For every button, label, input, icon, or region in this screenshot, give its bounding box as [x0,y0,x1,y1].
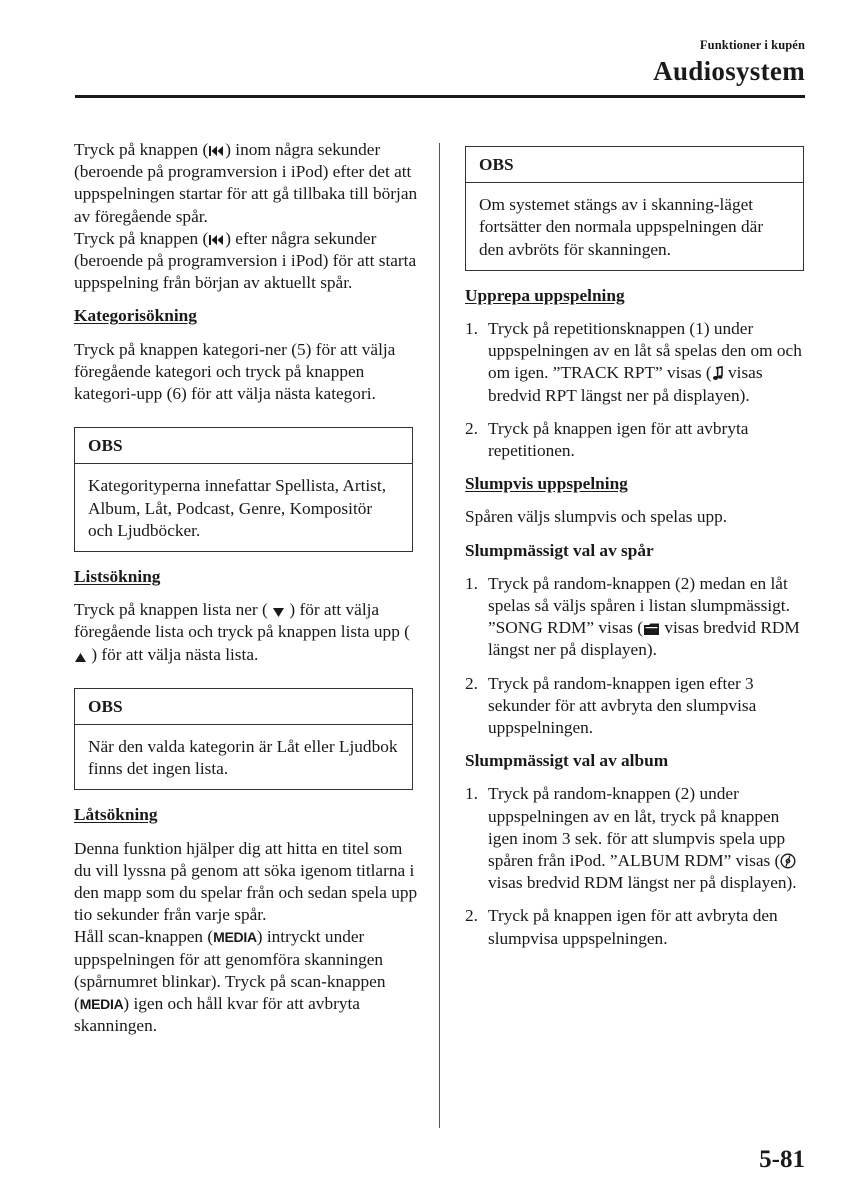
paragraph-song-search: Denna funktion hjälper dig att hitta en titel som du vill lyssna på genom att söka igenom titlarna i den mapp som du spelar från och sedan spela upp tio sekunder från varje spår. [74,838,418,925]
section-label: Funktioner i kupén [699,38,805,52]
triangle-up-icon [74,651,87,663]
track-back-icon [208,233,225,247]
note-box-kategori [74,427,413,552]
right-column [465,146,810,950]
paragraph-list: Tryck på knappen lista ner ( ) för att välja föregående lista och tryck på knappen lista upp ( ) för att välja nästa lista. [74,600,410,664]
list-item: 1. Tryck på random-knappen (2) under uppspelningen av en låt, tryck på knappen igen inom 3 sek. för att slumpvis spela upp spåren från iPod. ”ALBUM RDM” visas ( visas bredvid RDM längst ner på displayen). [465,784,797,893]
heading-listsokning: Listsökning [74,567,161,587]
triangle-down-icon [272,606,285,618]
paragraph-restart-track: Tryck på knappen ( ) efter några sekunder (beroende på programversion i iPod) för att starta uppspelning från början av aktuellt spår. [74,228,417,293]
note-title: OBS [466,147,803,183]
list-item: 2. Tryck på knappen igen för att avbryta den slumpvisa uppspelningen. [465,906,778,948]
paragraph-kategori: Tryck på knappen kategori-ner (5) för att välja föregående kategori och tryck på knappen kategori-upp (6) för att välja nästa kategori. [74,339,396,404]
track-back-icon [208,144,225,158]
list-item: 2. Tryck på knappen igen för att avbryta repetitionen. [465,418,749,461]
note-title: OBS [75,428,412,464]
note-box-scan [465,146,804,271]
note-body: Kategorityperna innefattar Spellista, Artist, Album, Låt, Podcast, Genre, Kompositör och Ljudböcker. [88,476,387,540]
subheading-random-track: Slumpmässigt val av spår [465,540,654,560]
note-box-list [74,688,413,791]
disc-icon [780,853,796,869]
heading-kategorisokning: Kategorisökning [74,306,197,326]
repeat-steps [465,318,810,462]
list-item: 1. Tryck på repetitionsknappen (1) under uppspelningen av en låt så spelas den om och om igen. ”TRACK RPT” visas ( visas bredvid RPT längst ner på displayen). [465,319,802,405]
header-rule [75,95,805,98]
paragraph-prev-track: Tryck på knappen ( ) inom några sekunder (beroende på programversion i iPod) efter det att uppspelningen startar för att gå tillbaka till början av föregående spår. [74,140,418,226]
music-note-icon [712,366,724,381]
media-button-icon: MEDIA [79,996,124,1013]
list-item: 1. Tryck på random-knappen (2) medan en låt spelas så väljs spåren i listan slumpmässigt. ”SONG RDM” visas ( visas bredvid RDM längst ner på displayen). [465,573,800,660]
random-album-steps [465,783,810,949]
paragraph-scan: Håll scan-knappen (MEDIA) intryckt under uppspelningen för att genomföra skanningen (spårnumret blinkar). Tryck på scan-knappen (MEDIA) igen och håll kvar för att avbryta skanningen. [74,927,386,1036]
subheading-random-album: Slumpmässigt val av album [465,751,669,771]
heading-latsokning: Låtsökning [74,805,158,825]
heading-upprepa: Upprepa uppspelning [465,285,625,305]
note-body: När den valda kategorin är Låt eller Ljudbok finns det ingen lista. [88,737,398,779]
column-divider [439,143,440,1128]
note-title: OBS [75,689,412,725]
folder-icon [643,622,660,636]
paragraph-random: Spåren väljs slumpvis och spelas upp. [465,507,728,527]
media-button-icon: MEDIA [213,929,257,946]
list-item: 2. Tryck på random-knappen igen efter 3 sekunder för att avbryta den slumpvisa uppspelningen. [465,673,757,738]
note-body: Om systemet stängs av i skanning-läget fortsätter den normala uppspelningen där den avbröts för skanningen. [479,195,764,259]
page-title: Audiosystem [653,56,805,86]
heading-slumpvis: Slumpvis uppspelning [465,474,628,494]
left-column [74,139,419,1038]
random-track-steps [465,573,810,739]
page-number: 5-81 [759,1146,805,1173]
